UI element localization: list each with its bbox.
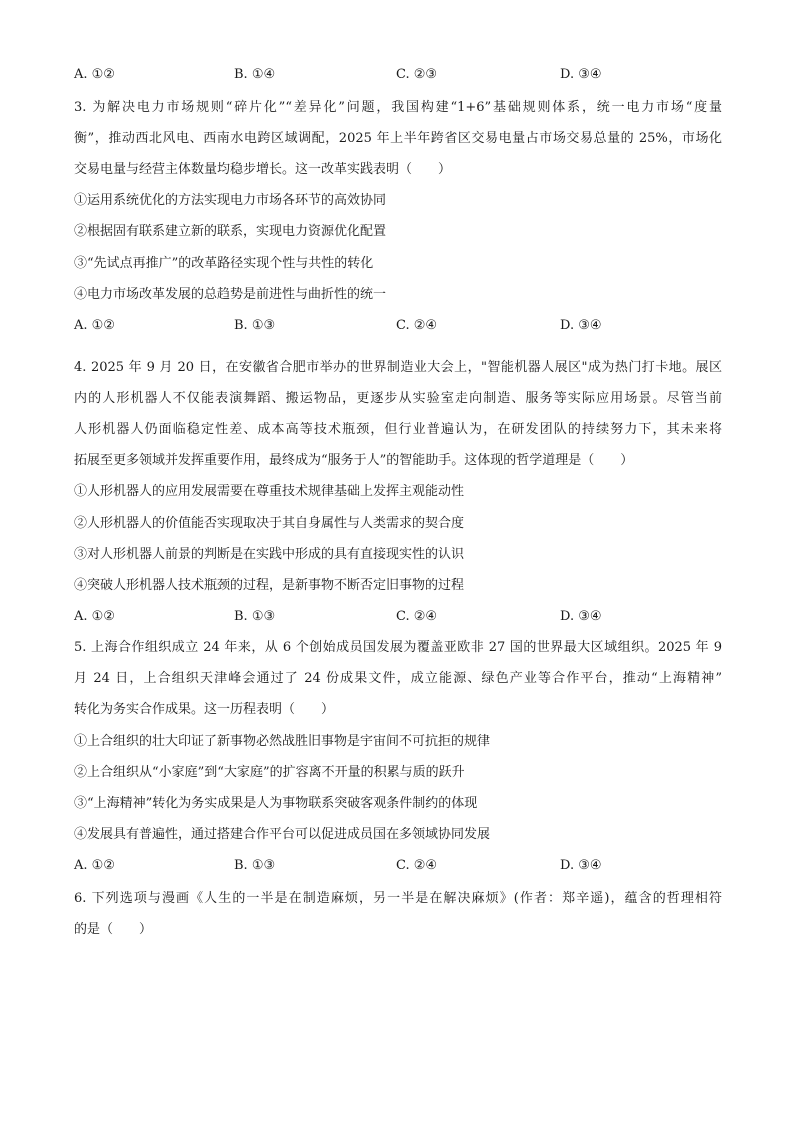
q2-option-a: A. ①②: [74, 67, 115, 82]
q5-stem-line: 转化为务实合作成果。这一历程表明（ ）: [74, 702, 335, 717]
q2-options: [74, 65, 734, 85]
q2-option-d: D. ③④: [560, 67, 602, 82]
q5-stem-line: 5. 上海合作组织成立 24 年来，从 6 个创始成员国发展为覆盖亚欧非 27 国的世界最大区域组织。2025 年 9: [74, 640, 722, 655]
q4-stem-line: 人形机器人仍面临稳定性差、成本高等技术瓶颈，但行业普遍认为，在研发团队的持续努力下，其未来将: [74, 422, 722, 437]
q5-option-d: D. ③④: [560, 858, 602, 873]
q3-stem-line: 衡”，推动西北风电、西南水电跨区域调配，2025 年上半年跨省区交易电量占市场交易总量的 25%，市场化: [74, 131, 722, 146]
q3-statement: ②根据固有联系建立新的联系，实现电力资源优化配置: [74, 224, 387, 239]
q3-stem-line: 交易电量与经营主体数量均稳步增长。这一改革实践表明（ ）: [74, 162, 452, 177]
q4-stem-line: 拓展至更多领域并发挥重要作用，最终成为“服务于人”的智能助手。这体现的哲学道理是（ ）: [74, 453, 634, 468]
q3-option-b: B. ①③: [234, 318, 276, 333]
q5-statement: ④发展具有普遍性，通过搭建合作平台可以促进成员国在多领域协同发展: [74, 827, 491, 842]
q6-stem-line: 的是（ ）: [74, 922, 153, 937]
q3-option-d: D. ③④: [560, 318, 602, 333]
q5-statement: ②上合组织从“小家庭”到“大家庭”的扩容离不开量的积累与质的跃升: [74, 765, 465, 780]
q5-option-a: A. ①②: [74, 858, 115, 873]
q6-stem-line: 6. 下列选项与漫画《人生的一半是在制造麻烦，另一半是在解决麻烦》(作者：郑辛遥)，蕴含的哲理相符: [74, 891, 722, 906]
q3-statement: ①运用系统优化的方法实现电力市场各环节的高效协同: [74, 193, 387, 208]
q4-option-c: C. ②④: [396, 609, 438, 624]
q5-statement: ③“上海精神”转化为务实成果是人为事物联系突破客观条件制约的体现: [74, 796, 478, 811]
q4-statement: ②人形机器人的价值能否实现取决于其自身属性与人类需求的契合度: [74, 516, 465, 531]
q2-option-b: B. ①④: [234, 67, 276, 82]
q5-stem-line: 月 24 日，上合组织天津峰会通过了 24 份成果文件，成立能源、绿色产业等合作平台，推动“上海精神”: [74, 671, 722, 686]
q4-statement: ③对人形机器人前景的判断是在实践中形成的具有直接现实性的认识: [74, 547, 465, 562]
q4-option-a: A. ①②: [74, 609, 115, 624]
q3-option-c: C. ②④: [396, 318, 438, 333]
q2-option-c: C. ②③: [396, 67, 438, 82]
q3-options: [74, 316, 734, 336]
q5-options: [74, 856, 734, 876]
q4-options: [74, 607, 734, 627]
q3-option-a: A. ①②: [74, 318, 115, 333]
q3-statement: ④电力市场改革发展的总趋势是前进性与曲折性的统一: [74, 287, 387, 302]
q4-option-d: D. ③④: [560, 609, 602, 624]
q4-stem-line: 内的人形机器人不仅能表演舞蹈、搬运物品，更逐步从实验室走向制造、服务等实际应用场景。尽管当前: [74, 391, 722, 406]
q4-stem-line: 4. 2025 年 9 月 20 日，在安徽省合肥市举办的世界制造业大会上，"智能机器人展区"成为热门打卡地。展区: [74, 360, 722, 375]
q4-statement: ①人形机器人的应用发展需要在尊重技术规律基础上发挥主观能动性: [74, 484, 465, 499]
q5-statement: ①上合组织的壮大印证了新事物必然战胜旧事物是宇宙间不可抗拒的规律: [74, 734, 491, 749]
q3-stem-line: 3. 为解决电力市场规则“碎片化”“差异化”问题，我国构建“1+6”基础规则体系，统一电力市场“度量: [74, 100, 722, 115]
q3-statement: ③“先试点再推广”的改革路径实现个性与共性的转化: [74, 256, 374, 271]
q5-option-c: C. ②④: [396, 858, 438, 873]
q4-option-b: B. ①③: [234, 609, 276, 624]
q4-statement: ④突破人形机器人技术瓶颈的过程，是新事物不断否定旧事物的过程: [74, 578, 465, 593]
q5-option-b: B. ①③: [234, 858, 276, 873]
